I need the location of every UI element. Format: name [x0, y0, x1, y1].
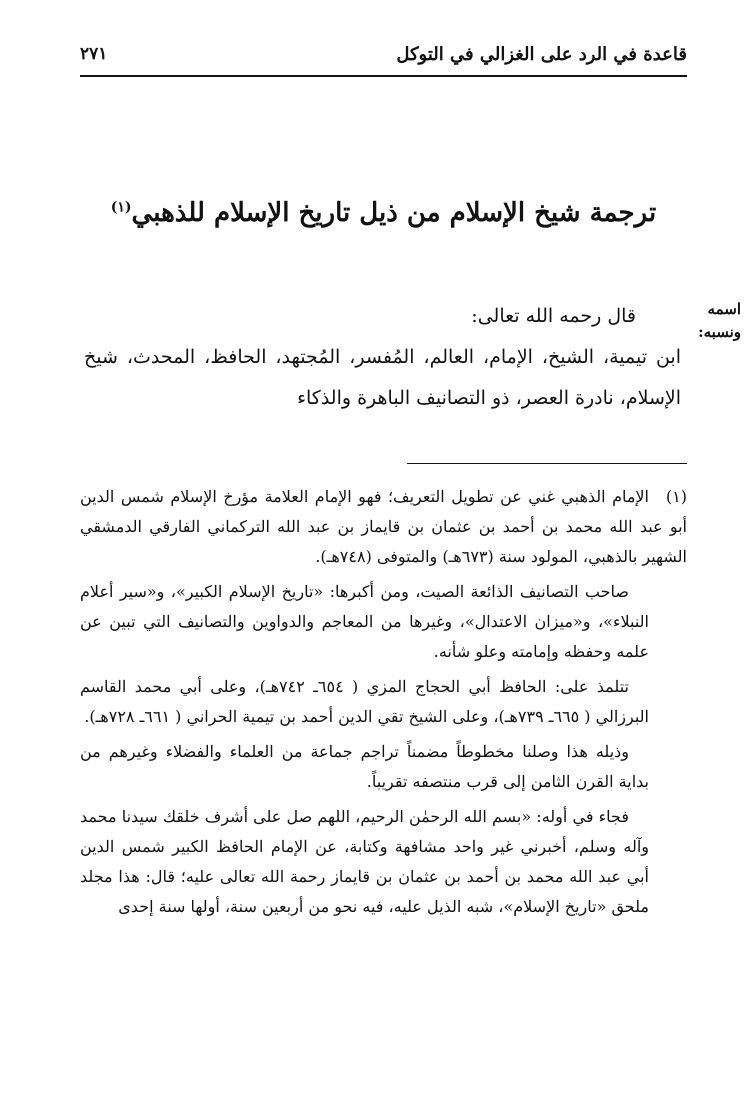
running-header [80, 38, 687, 70]
margin-note-line-1: اسمه [707, 300, 741, 318]
footnote-paragraph-3: تتلمذ على: الحافظ أبي الحجاج المزي ( ٦٥٤ـ ٧٤٢هـ)، وعلى أبي محمد القاسم البرزالي ( ٦٦٥ـ ٧٣٩هـ)، وعلى الشيخ تقي الدين أحمد بن تيمية الحراني ( ٦٦١ـ ٧٢٨هـ). [80, 677, 649, 726]
footnote-1 [80, 482, 687, 572]
page-number: ٢٧١ [80, 44, 108, 64]
footnote-divider [407, 463, 687, 464]
header-rule [80, 75, 687, 77]
body-paragraph: ابن تيمية، الشيخ، الإمام، العالم، المُفسر، المُجتهد، الحافظ، المحدث، شيخ الإسلام، نادرة العصر، ذو التصانيف الباهرة والذكاء [84, 346, 681, 409]
footnote-paragraph-1: الإمام الذهبي غني عن تطويل التعريف؛ فهو الإمام العلامة مؤرخ الإسلام شمس الدين أبو عبد الله محمد بن أحمد بن عثمان بن قايماز بن عبد الله التركماني الفارقي الدمشقي الشهير بالذهبي، المولود سنة (٦٧٣هـ) والمتوفى (٧٤٨هـ). [80, 487, 687, 566]
chapter-title [80, 198, 687, 228]
footnotes [80, 482, 687, 922]
footnote-marker: (١) [665, 487, 687, 506]
margin-note-line-2: ونسبه: [698, 323, 741, 342]
footnote-paragraph-4: وذيله هذا وصلنا مخطوطاً مضمناً تراجم جماعة من العلماء والفضلاء وغيرهم من بداية القرن الثامن إلى قرب منتصفه تقريباً. [80, 742, 649, 791]
footnote-paragraph-5: فجاء في أوله: «بسم الله الرحمٰن الرحيم، اللهم صل على أشرف خلقك سيدنا محمد وآله وسلم، أخبرني غير واحد مشافهة وكتابة، عن الإمام الحافظ الكبير شمس الدين أبي عبد الله محمد بن أحمد بن عثمان بن قايماز رحمة الله تعالى عليه؛ قال: هذا مجلد ملحق «تاريخ الإسلام»، شبه الذيل عليه، فيه نحو من أربعين سنة، أولها سنة إحدى [80, 807, 649, 916]
footnote-reference[interactable]: (١) [110, 199, 132, 216]
intro-line: قال رحمه الله تعالى: [471, 305, 636, 327]
footnote-paragraph-2: صاحب التصانيف الذائعة الصيت، ومن أكبرها: «تاريخ الإسلام الكبير»، و«سير أعلام النبلاء»، و«ميزان الاعتدال»، وغيرها من المعاجم والدواوين والتصانيف التي تبين عن علمه وحفظه وإمامته وعلو شأنه. [80, 582, 649, 661]
main-text [84, 296, 681, 419]
running-title: قاعدة في الرد على الغزالي في التوكل [396, 43, 687, 65]
chapter-title-text: ترجمة شيخ الإسلام من ذيل تاريخ الإسلام للذهبي [131, 198, 657, 228]
margin-note [671, 298, 741, 345]
